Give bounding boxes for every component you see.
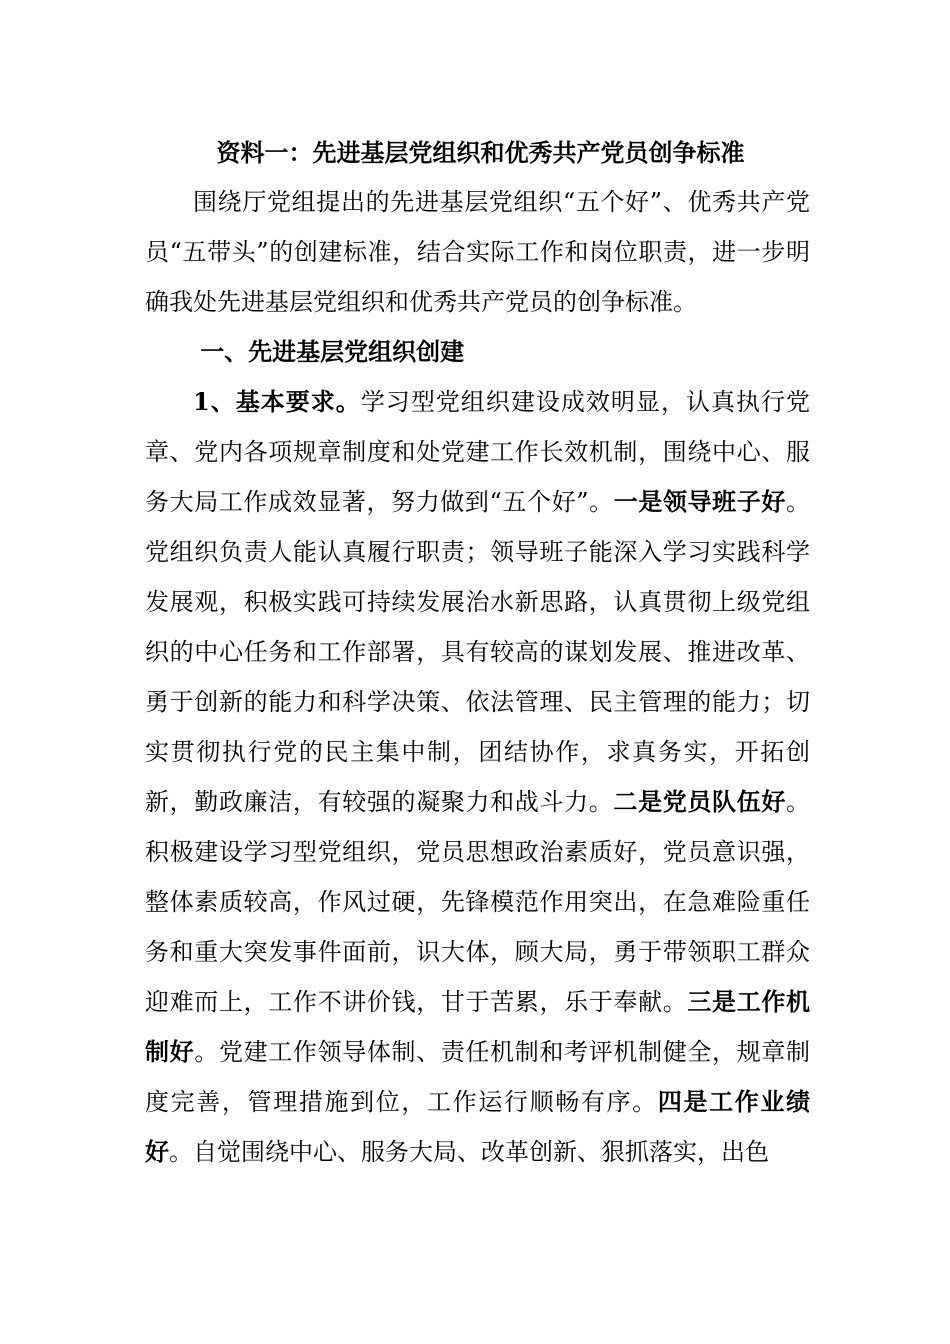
section-heading: 一、先进基层党组织创建: [200, 337, 465, 366]
paragraph-text: 。党组织负责人能认真履行职责；领导班子能深入学习实践科学发展观，积极实践可持续发展治水新思路，认真贯彻上级党组织的中心任务和工作部署，具有较高的谋划发展、推进改革、勇于创新的能力和科学决策、依法管理、民主管理的能力；切实贯彻执行党的民主集中制，团结协作，求真务实，开拓创新，勤政廉洁，有较强的凝聚力和战斗力。: [145, 488, 810, 816]
paragraph-text: 。积极建设学习型党组织，党员思想政治素质好，党员意识强，整体素质较高，作风过硬，先锋模范作用突出，在急难险重任务和重大突发事件面前，识大体，顾大局，勇于带领职工群众迎难而上，工作不讲价钱，甘于苦累，乐于奉献。: [145, 788, 810, 1016]
document-page: [145, 128, 810, 1177]
point-heading-4: 四是工作业绩好: [145, 1087, 811, 1166]
paragraph-text: 。自觉围绕中心、服务大局、改革创新、狠抓落实，出色: [169, 1138, 769, 1166]
document-title: 资料一：先进基层党组织和优秀共产党员创争标准: [216, 138, 745, 167]
paragraph-text: 。党建工作领导体制、责任机制和考评机制健全，规章制度完善，管理措施到位，工作运行顺畅有序。: [145, 1038, 811, 1116]
paragraph-text: 学习型党组织建设成效明显，认真执行党章、党内各项规章制度和处党建工作长效机制，围绕中心、服务大局工作成效显著，努力做到“五个好”。: [145, 388, 811, 516]
point-heading-3: 三是工作机制好: [145, 987, 811, 1066]
point-heading-1: 一是领导班子好: [613, 487, 786, 516]
lead-term: 1、基本要求。: [193, 387, 361, 416]
point-heading-2: 二是党员队伍好: [613, 787, 786, 816]
intro-paragraph: 围绕厅党组提出的先进基层党组织“五个好”、优秀共产党员“五带头”的创建标准，结合实际工作和岗位职责，进一步明确我处先进基层党组织和优秀共产党员的创争标准。: [145, 188, 810, 316]
basic-requirements-paragraph: [145, 377, 810, 1177]
